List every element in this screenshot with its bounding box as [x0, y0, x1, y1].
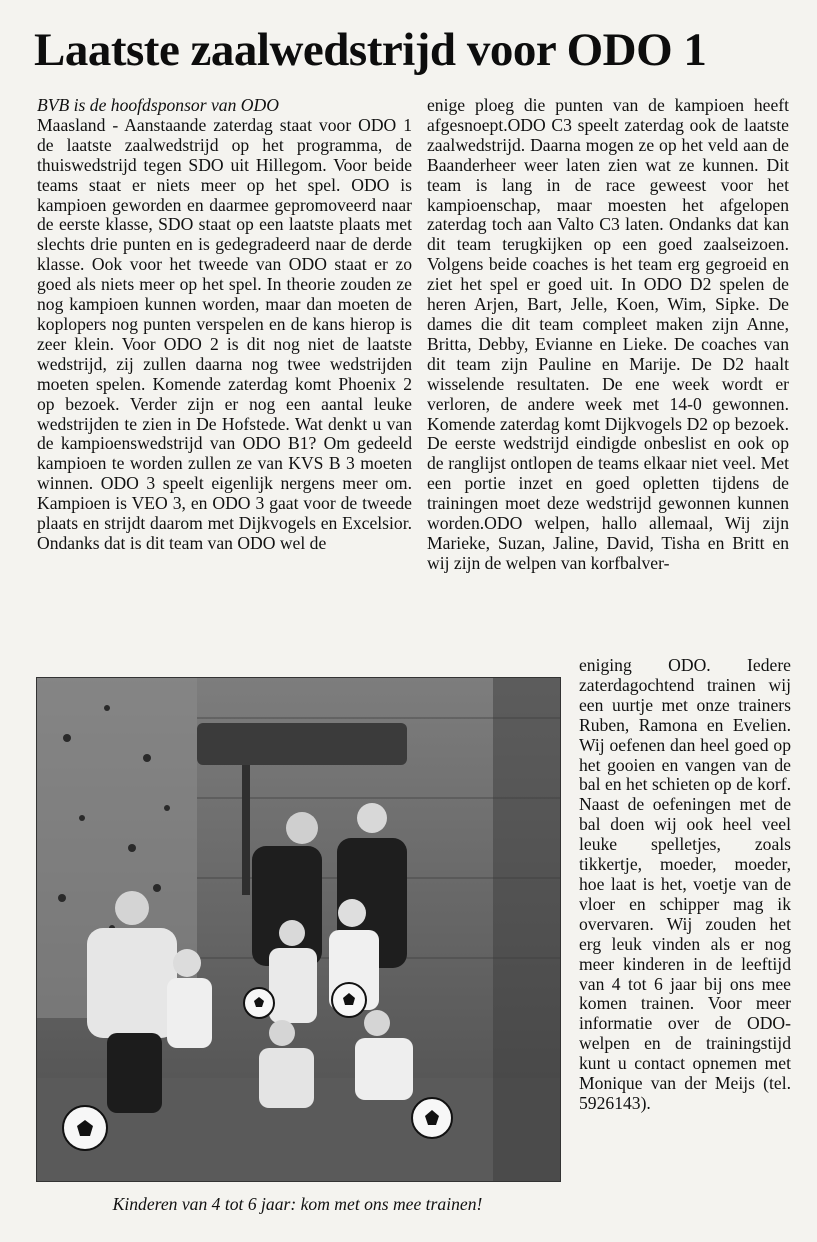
article-column-right	[427, 96, 789, 574]
photo-caption: Kinderen van 4 tot 6 jaar: kom met ons mee trainen!	[112, 1194, 483, 1214]
article-body-right-bottom: eniging ODO. Iedere zaterdagochtend trainen wij een uurtje met onze trainers Ruben, Ramona en Evelien. Wij oefenen dan heel goed op het gooien en vangen van de bal en het schieten op de korf. Naast de oefeningen met de bal doen wij ook heel veel leuke spelletjes, zoals tikkertje, moeder, moeder, hoe laat is het, voetje van de vloer en schipper mag ik overvaren. Wij zouden het erg leuk vinden als er nog meer kinderen in de leeftijd van 4 tot 6 jaar bij ons mee komen trainen. Voor meer informatie over de ODO-welpen en de trainingstijd kunt u contact opnemen met Monique van der Meijs (tel. 5926143).	[579, 655, 791, 1113]
article-headline: Laatste zaalwedstrijd voor ODO 1	[34, 24, 707, 76]
team-photo	[36, 677, 561, 1182]
article-body-left: Maasland - Aanstaande zaterdag staat voor ODO 1 de laatste zaalwedstrijd op het programma, de thuiswedstrijd tegen SDO uit Hillegom. Voor beide teams staat er niets meer op het spel. ODO is kampioen geworden en daarmee gepromoveerd naar de eerste klasse, SDO staat op een laatste plaats met slechts drie punten en is gedegradeerd naar de derde klasse. Ook voor het tweede van ODO staat er zo goed als niets meer op het spel. In theorie zouden ze nog kampioen kunnen worden, maar dan moeten de koplopers nog punten verspelen en de kans hierop is zeer klein. Voor ODO 2 is dit nog niet de laatste wedstrijd, zij zullen daarna nog twee wedstrijden moeten spelen. Komende zaterdag komt Phoenix 2 op bezoek. Verder zijn er nog een aantal leuke wedstrijden te zien in De Hofstede. Wat denkt u van de kampioenswedstrijd van ODO B1? Om gedeeld kampioen te worden zullen ze van KVS B 3 moeten winnen. ODO 3 speelt eigenlijk nergens meer om. Kampioen is VEO 3, en ODO 3 gaat voor de tweede plaats en strijdt daarom met Dijkvogels en Excelsior. Ondanks dat is dit team van ODO wel de	[37, 114, 412, 553]
team-photo-illustration	[37, 678, 560, 1181]
article-kicker: BVB is de hoofdsponsor van ODO	[37, 95, 279, 115]
article-column-right-continued	[579, 656, 791, 1114]
article-body-right: enige ploeg die punten van de kampioen heeft afgesnoept.ODO C3 speelt zaterdag ook de laatste zaalwedstrijd. Daarna mogen ze op het veld aan de Baanderheer weer laten zien wat ze kunnen. Dit team is lang in de race geweest voor het kampioenschap, maar moesten het afgelopen zaterdag toch aan Valto C3 laten. Ondanks dat kan dit team terugkijken op een goed zaalseizoen. Volgens beide coaches is het team erg gegroeid en ziet het spel er goed uit. In ODO D2 spelen de heren Arjen, Bart, Jelle, Koen, Wim, Sipke. De dames die dit team compleet maken zijn Anne, Britta, Debby, Evianne en Lieke. De coaches van dit team zijn Pauline en Marije. De D2 haalt wisselende resultaten. De ene week wordt er verloren, de andere week met 14-0 gewonnen. Komende zaterdag komt Dijkvogels D2 op bezoek. De eerste wedstrijd eindigde onbeslist en ook op de ranglijst ontlopen de teams elkaar niet veel. Met een portie inzet en goed opletten tijdens de trainingen moet deze wedstrijd gewonnen kunnen worden.ODO welpen, hallo allemaal, Wij zijn Marieke, Suzan, Jaline, David, Tisha en Britt en wij zijn de welpen van korfbalver-	[427, 95, 789, 573]
article-column-left	[37, 96, 412, 554]
